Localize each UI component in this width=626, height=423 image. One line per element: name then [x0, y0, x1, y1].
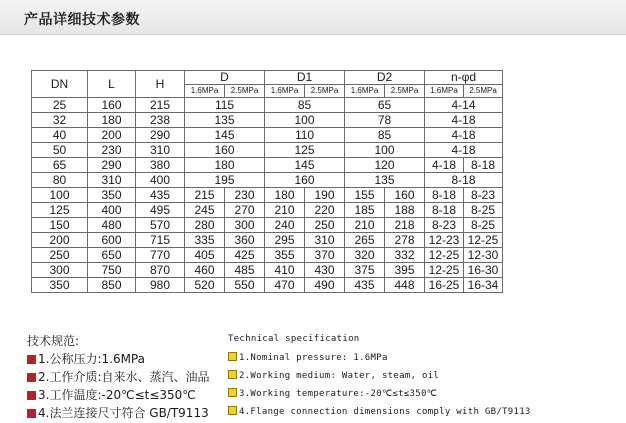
cell-d1: 85 [265, 98, 345, 113]
cell-nd: 8-18 [464, 158, 503, 173]
table-row [32, 173, 503, 188]
spec-table [31, 70, 503, 293]
cell-d1: 220 [305, 203, 345, 218]
section-header-bar [0, 0, 626, 35]
table-row [32, 188, 503, 203]
cell-dn: 50 [32, 143, 88, 158]
cell-d: 270 [225, 203, 265, 218]
cell-dn: 350 [32, 278, 88, 293]
cell-nd: 12-25 [425, 248, 464, 263]
cell-dn: 100 [32, 188, 88, 203]
red-square-icon [27, 373, 36, 382]
cell-d1: 190 [305, 188, 345, 203]
cell-l: 650 [88, 248, 136, 263]
cell-d2: 85 [345, 128, 425, 143]
cell-d: 550 [225, 278, 265, 293]
cell-d1: 110 [265, 128, 345, 143]
cell-nd: 16-34 [464, 278, 503, 293]
cell-d2: 155 [345, 188, 385, 203]
cell-dn: 125 [32, 203, 88, 218]
cell-d1: 430 [305, 263, 345, 278]
spec-en-item [228, 352, 388, 363]
cell-nd: 12-25 [464, 233, 503, 248]
spec-en-item-text: 2.Working medium: Water, steam, oil [239, 371, 440, 381]
cell-d2: 435 [345, 278, 385, 293]
cell-h: 238 [136, 113, 185, 128]
cell-l: 290 [88, 158, 136, 173]
pressure-header: 2.5MPa [385, 85, 425, 98]
spec-en-item-text: 4.Flange connection dimensions comply with GB/T9113 [239, 407, 531, 417]
table-row [32, 113, 503, 128]
cell-h: 770 [136, 248, 185, 263]
cell-d1: 180 [265, 188, 305, 203]
cell-nd: 4-18 [425, 158, 464, 173]
table-row [32, 278, 503, 293]
cell-d1: 470 [265, 278, 305, 293]
cell-nd: 8-23 [425, 218, 464, 233]
cell-dn: 200 [32, 233, 88, 248]
spec-en-item-text: 1.Nominal pressure: 1.6MPa [239, 353, 388, 363]
cell-d1: 160 [265, 173, 345, 188]
cell-nd: 12-25 [425, 263, 464, 278]
spec-cn-item [27, 404, 209, 421]
table-row [32, 128, 503, 143]
spec-cn-item-text: 3.工作温度:-20℃≤t≤350℃ [38, 388, 196, 402]
cell-d2: 395 [385, 263, 425, 278]
cell-dn: 32 [32, 113, 88, 128]
cell-d1: 240 [265, 218, 305, 233]
cell-dn: 80 [32, 173, 88, 188]
table-row [32, 158, 503, 173]
cell-nd: 12-23 [425, 233, 464, 248]
yellow-square-icon [228, 406, 237, 415]
header-d2: D2 [345, 71, 425, 85]
cell-d2: 210 [345, 218, 385, 233]
spec-cn-item [27, 350, 145, 367]
cell-d1: 410 [265, 263, 305, 278]
red-square-icon [27, 355, 36, 364]
cell-d: 195 [185, 173, 265, 188]
header-d1: D1 [265, 71, 345, 85]
cell-h: 715 [136, 233, 185, 248]
cell-d: 425 [225, 248, 265, 263]
cell-h: 435 [136, 188, 185, 203]
cell-nd: 8-18 [425, 203, 464, 218]
cell-d1: 100 [265, 113, 345, 128]
cell-d: 520 [185, 278, 225, 293]
cell-d: 115 [185, 98, 265, 113]
cell-dn: 25 [32, 98, 88, 113]
header-l: L [88, 71, 136, 98]
cell-d2: 65 [345, 98, 425, 113]
pressure-header: 1.6MPa [265, 85, 305, 98]
pressure-header: 2.5MPa [305, 85, 345, 98]
cell-d: 180 [185, 158, 265, 173]
spec-en-title: Technical specification [228, 334, 360, 344]
cell-l: 850 [88, 278, 136, 293]
spec-table-body [32, 98, 503, 293]
cell-dn: 150 [32, 218, 88, 233]
cell-l: 350 [88, 188, 136, 203]
cell-d: 405 [185, 248, 225, 263]
cell-h: 570 [136, 218, 185, 233]
header-n-phi-d: n-φd [425, 71, 503, 85]
cell-l: 400 [88, 203, 136, 218]
cell-d2: 265 [345, 233, 385, 248]
cell-dn: 250 [32, 248, 88, 263]
cell-l: 600 [88, 233, 136, 248]
yellow-square-icon [228, 388, 237, 397]
header-h: H [136, 71, 185, 98]
cell-d1: 295 [265, 233, 305, 248]
spec-cn-item [27, 368, 210, 385]
cell-dn: 65 [32, 158, 88, 173]
cell-d: 280 [185, 218, 225, 233]
cell-d1: 210 [265, 203, 305, 218]
cell-d: 135 [185, 113, 265, 128]
cell-d1: 310 [305, 233, 345, 248]
spec-en-item [228, 370, 439, 381]
cell-d: 230 [225, 188, 265, 203]
cell-d: 160 [185, 143, 265, 158]
header-dn: DN [32, 71, 88, 98]
header-d: D [185, 71, 265, 85]
table-row [32, 218, 503, 233]
cell-d1: 145 [265, 158, 345, 173]
cell-d1: 490 [305, 278, 345, 293]
cell-nd: 4-18 [425, 143, 503, 158]
cell-h: 870 [136, 263, 185, 278]
cell-nd: 8-18 [425, 188, 464, 203]
cell-d: 245 [185, 203, 225, 218]
cell-l: 310 [88, 173, 136, 188]
table-row [32, 203, 503, 218]
cell-h: 310 [136, 143, 185, 158]
spec-en-item [228, 406, 531, 417]
table-row [32, 143, 503, 158]
cell-l: 180 [88, 113, 136, 128]
cell-d2: 120 [345, 158, 425, 173]
cell-d2: 375 [345, 263, 385, 278]
cell-nd: 16-30 [464, 263, 503, 278]
cell-d: 300 [225, 218, 265, 233]
cell-d: 360 [225, 233, 265, 248]
cell-nd: 12-30 [464, 248, 503, 263]
cell-d: 485 [225, 263, 265, 278]
cell-d2: 135 [345, 173, 425, 188]
cell-nd: 8-18 [425, 173, 503, 188]
cell-h: 215 [136, 98, 185, 113]
cell-nd: 8-25 [464, 203, 503, 218]
cell-d1: 250 [305, 218, 345, 233]
cell-d2: 78 [345, 113, 425, 128]
cell-l: 230 [88, 143, 136, 158]
cell-d: 145 [185, 128, 265, 143]
cell-d2: 218 [385, 218, 425, 233]
table-row [32, 233, 503, 248]
red-square-icon [27, 391, 36, 400]
cell-d2: 188 [385, 203, 425, 218]
spec-en-item-text: 3.Working temperature:-20℃≤t≤350℃ [239, 389, 438, 399]
cell-l: 480 [88, 218, 136, 233]
spec-cn-item-text: 4.法兰连接尺寸符合 GB/T9113 [38, 406, 209, 420]
red-square-icon [27, 409, 36, 418]
table-row [32, 263, 503, 278]
cell-l: 750 [88, 263, 136, 278]
cell-nd: 4-18 [425, 113, 503, 128]
spec-cn-title: 技术规范: [27, 334, 80, 348]
cell-dn: 40 [32, 128, 88, 143]
cell-h: 495 [136, 203, 185, 218]
cell-dn: 300 [32, 263, 88, 278]
cell-d1: 125 [265, 143, 345, 158]
spec-en-item [228, 388, 437, 399]
cell-d2: 448 [385, 278, 425, 293]
yellow-square-icon [228, 352, 237, 361]
cell-nd: 16-25 [425, 278, 464, 293]
cell-d: 460 [185, 263, 225, 278]
cell-l: 160 [88, 98, 136, 113]
cell-l: 200 [88, 128, 136, 143]
table-row [32, 248, 503, 263]
section-title: 产品详细技术参数 [24, 12, 140, 28]
cell-nd: 4-14 [425, 98, 503, 113]
cell-nd: 8-23 [464, 188, 503, 203]
cell-nd: 8-25 [464, 218, 503, 233]
cell-d: 215 [185, 188, 225, 203]
cell-d1: 370 [305, 248, 345, 263]
cell-d2: 100 [345, 143, 425, 158]
spec-cn-item-text: 2.工作介质:自来水、蒸汽、油品 [38, 370, 210, 384]
cell-d2: 332 [385, 248, 425, 263]
cell-d2: 320 [345, 248, 385, 263]
pressure-header: 1.6MPa [425, 85, 464, 98]
pressure-header: 2.5MPa [464, 85, 503, 98]
pressure-header: 1.6MPa [345, 85, 385, 98]
cell-d2: 278 [385, 233, 425, 248]
cell-nd: 4-18 [425, 128, 503, 143]
cell-d1: 355 [265, 248, 305, 263]
pressure-header: 1.6MPa [185, 85, 225, 98]
cell-h: 380 [136, 158, 185, 173]
cell-h: 400 [136, 173, 185, 188]
table-row [32, 98, 503, 113]
cell-d2: 185 [345, 203, 385, 218]
cell-d2: 160 [385, 188, 425, 203]
spec-cn-item [27, 386, 196, 403]
spec-cn-item-text: 1.公称压力:1.6MPa [38, 352, 145, 366]
cell-h: 290 [136, 128, 185, 143]
cell-h: 980 [136, 278, 185, 293]
cell-d: 335 [185, 233, 225, 248]
pressure-header: 2.5MPa [225, 85, 265, 98]
yellow-square-icon [228, 370, 237, 379]
